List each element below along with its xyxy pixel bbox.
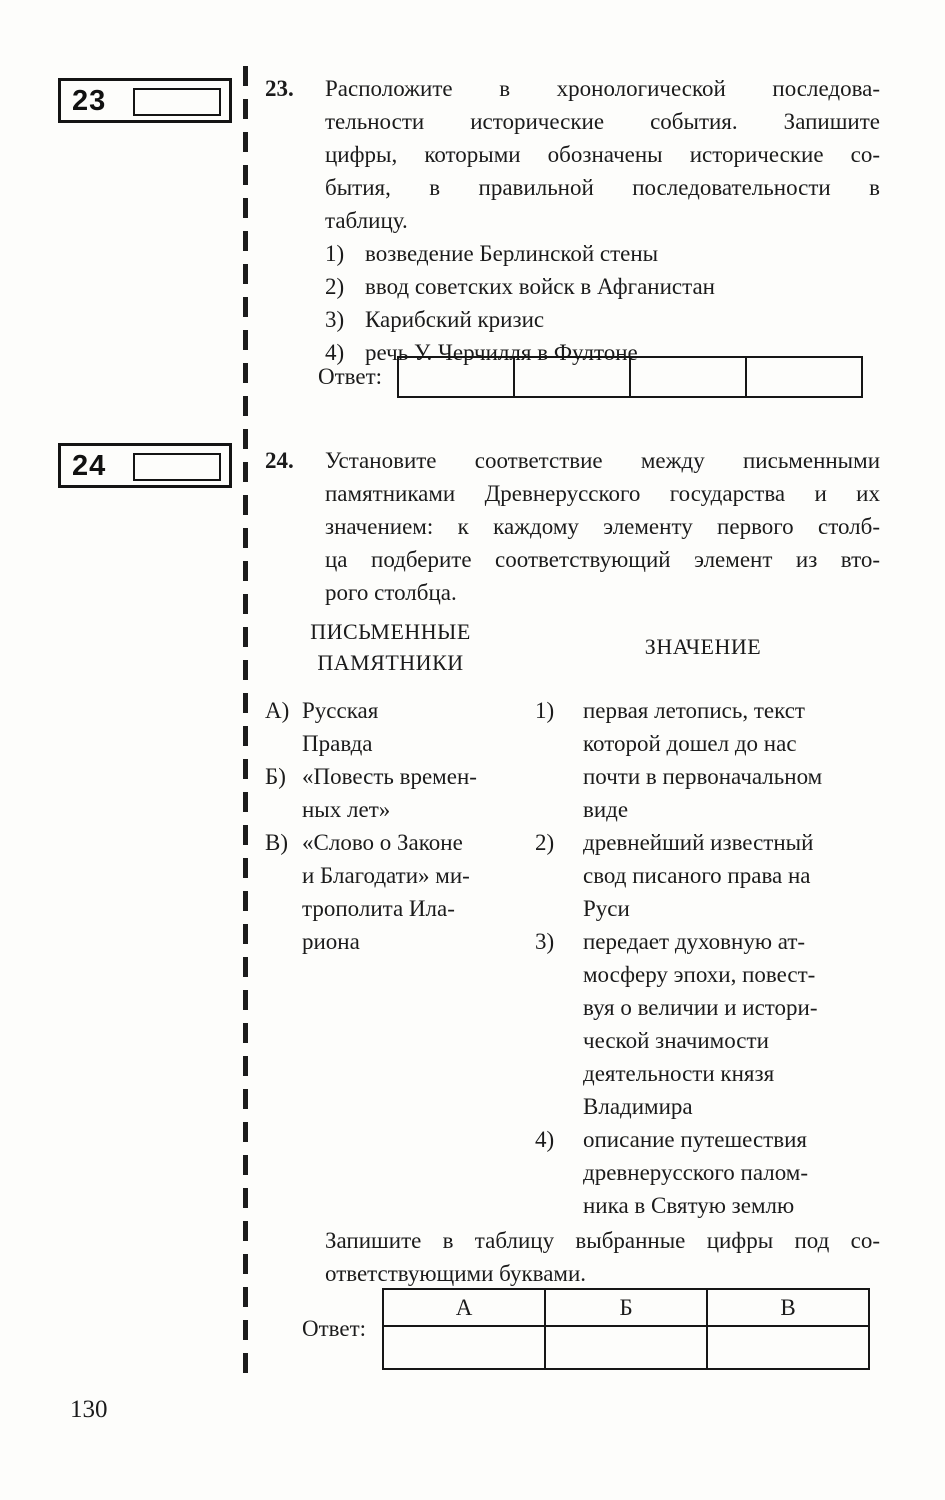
- answer-header-a: А: [383, 1289, 545, 1326]
- question-23-number: 23.: [265, 76, 294, 101]
- item-text: [583, 1123, 808, 1222]
- item-line: ных лет»: [302, 797, 391, 822]
- item-number: 1): [535, 698, 555, 723]
- answer-header-b: Б: [545, 1289, 707, 1326]
- prompt-line: памятниками Древнерусского государства и их: [325, 481, 880, 506]
- item-line: Руси: [583, 896, 630, 921]
- item-line: Русская: [302, 698, 379, 723]
- page-number: 130: [70, 1396, 108, 1423]
- left-item-a: [265, 694, 500, 760]
- item-line: древнейший известный: [583, 830, 814, 855]
- question-24-score-box: [133, 453, 221, 481]
- item-line: Владимира: [583, 1094, 693, 1119]
- question-23-margin-marker: [58, 78, 232, 123]
- question-23-score-box: [133, 88, 221, 116]
- item-text: [302, 826, 470, 958]
- prompt-line: рого столбца.: [325, 580, 457, 605]
- option-3: [325, 303, 880, 336]
- answer-cell-a: [383, 1326, 545, 1369]
- item-line: «Повесть времен-: [302, 764, 477, 789]
- left-item-b: [265, 760, 500, 826]
- item-text: [302, 694, 378, 760]
- item-line: деятельности князя: [583, 1061, 775, 1086]
- item-line: ческой значимости: [583, 1028, 769, 1053]
- item-line: и Благодати» ми-: [302, 863, 470, 888]
- answer-header-v: В: [707, 1289, 869, 1326]
- instruction-line: Запишите в таблицу выбранные цифры под со-: [325, 1228, 880, 1253]
- question-24-number: 24.: [265, 448, 294, 473]
- option-text: возведение Берлинской стены: [365, 241, 659, 266]
- item-line: вуя о величии и истори-: [583, 995, 818, 1020]
- question-23-options: [325, 237, 880, 369]
- prompt-line: таблицу.: [325, 208, 408, 233]
- item-letter: В): [265, 830, 288, 855]
- item-letter: А): [265, 698, 290, 723]
- option-2: [325, 270, 880, 303]
- instruction-line: ответствующими буквами.: [325, 1261, 587, 1286]
- prompt-line: ца подберите соответствующий элемент из вто-: [325, 547, 880, 572]
- item-text: [583, 826, 813, 925]
- item-line: первая летопись, текст: [583, 698, 805, 723]
- right-item-4: [535, 1123, 885, 1222]
- answer-table-input-row: [383, 1326, 869, 1369]
- item-line: ника в Святую землю: [583, 1193, 795, 1218]
- question-24-answer-table: [382, 1288, 870, 1370]
- item-text: [302, 760, 477, 826]
- dashed-margin-divider: [243, 66, 248, 1384]
- item-line: которой дошел до нас: [583, 731, 797, 756]
- item-line: «Слово о Законе: [302, 830, 463, 855]
- prompt-line: Установите соответствие между письменными: [325, 448, 880, 473]
- right-item-2: [535, 826, 885, 925]
- option-number: 1): [325, 241, 345, 266]
- prompt-line: Расположите в хронологической последова-: [325, 76, 880, 101]
- item-number: 4): [535, 1127, 555, 1152]
- answer-label: Ответ:: [318, 364, 383, 389]
- item-line: древнерусского палом-: [583, 1160, 808, 1185]
- answer-cell-4: [745, 358, 861, 396]
- question-24-instruction: [325, 1224, 880, 1290]
- option-number: 2): [325, 274, 345, 299]
- meanings-column: [535, 694, 885, 1222]
- item-line: виде: [583, 797, 629, 822]
- left-column-header: ПИСЬМЕННЫЕ ПАМЯТНИКИ: [310, 619, 471, 675]
- item-line: Правда: [302, 731, 373, 756]
- option-number: 4): [325, 340, 345, 365]
- written-monuments-column: [265, 694, 500, 958]
- question-24-block: [265, 444, 880, 609]
- option-text: речь У. Черчилля в Фултоне: [365, 340, 638, 365]
- question-23-answer-row: [318, 356, 863, 398]
- question-24-marker-number: 24: [72, 450, 107, 482]
- item-line: описание путешествия: [583, 1127, 807, 1152]
- answer-cell-b: [545, 1326, 707, 1369]
- answer-label: Ответ:: [302, 1316, 367, 1341]
- answer-cell-1: [399, 358, 513, 396]
- left-item-v: [265, 826, 500, 958]
- question-24-answer-row: [302, 1288, 870, 1370]
- answer-cell-2: [513, 358, 629, 396]
- item-number: 2): [535, 830, 555, 855]
- item-number: 3): [535, 929, 555, 954]
- question-24-prompt: [325, 444, 880, 609]
- item-letter: Б): [265, 764, 286, 789]
- question-23-marker-number: 23: [72, 85, 107, 117]
- item-line: почти в первоначальном: [583, 764, 823, 789]
- question-23-answer-table: [397, 356, 863, 398]
- prompt-line: бытия, в правильной последовательности в: [325, 175, 880, 200]
- option-number: 3): [325, 307, 345, 332]
- item-line: свод писаного права на: [583, 863, 811, 888]
- right-column-header: ЗНАЧЕНИЕ: [644, 634, 762, 659]
- item-line: трополита Ила-: [302, 896, 455, 921]
- option-text: ввод советских войск в Афганистан: [365, 274, 715, 299]
- question-23-prompt: [325, 72, 880, 369]
- right-item-1: [535, 694, 885, 826]
- prompt-line: тельности исторические события. Запишите: [325, 109, 880, 134]
- item-line: мосферу эпохи, повест-: [583, 962, 816, 987]
- answer-table-header-row: [383, 1289, 869, 1326]
- item-text: [583, 694, 822, 826]
- question-24-margin-marker: [58, 443, 232, 488]
- question-23-block: [265, 72, 880, 369]
- answer-cell-3: [629, 358, 745, 396]
- right-item-3: [535, 925, 885, 1123]
- item-line: риона: [302, 929, 360, 954]
- prompt-line: значением: к каждому элементу первого столб-: [325, 514, 880, 539]
- option-text: Карибский кризис: [365, 307, 545, 332]
- prompt-line: цифры, которыми обозначены исторические со-: [325, 142, 880, 167]
- answer-cell-v: [707, 1326, 869, 1369]
- option-1: [325, 237, 880, 270]
- item-text: [583, 925, 818, 1123]
- item-line: передает духовную ат-: [583, 929, 806, 954]
